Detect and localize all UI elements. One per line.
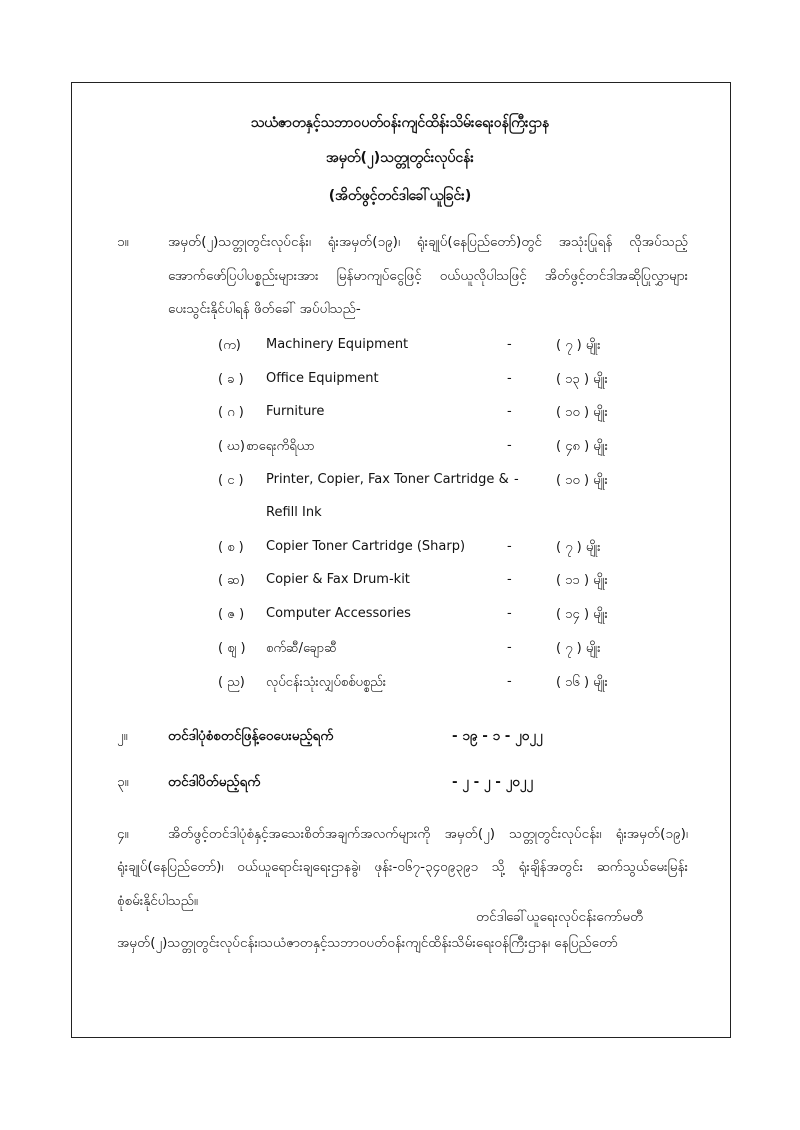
section-4-number: ၄။ <box>117 826 129 842</box>
item-count: ( ၇ ) မျိုး <box>556 641 601 656</box>
committee-address: အမှတ်(၂)သတ္တုတွင်းလုပ်ငန်း၊သယံဇာတနှင့်သဘာဝပတ်ဝန်းကျင်ထိန်းသိမ်းရေးဝန်ကြီးဌာန၊ နေပြည်တော် <box>117 935 618 951</box>
item-label: ( ဈ ) <box>218 641 246 656</box>
item-count: ( ၁၀ ) မျိုး <box>556 405 608 420</box>
item-name: Machinery Equipment <box>266 337 409 352</box>
item-dash: - <box>507 371 512 386</box>
item-name: စက်ဆီ/ချောဆီ <box>266 641 337 656</box>
item-name: Printer, Copier, Fax Toner Cartridge & <box>266 472 509 487</box>
item-label: ( စ ) <box>218 540 244 555</box>
item-count: ( ၁၀ ) မျိုး <box>556 473 608 488</box>
closing-date-value: - ၂ - ၂ - ၂၀၂၂ <box>452 774 534 790</box>
item-dash: - <box>514 472 519 487</box>
item-label: (က) <box>218 338 241 353</box>
item-dash: - <box>507 606 512 621</box>
section-1-line-1: အမှတ်(၂)သတ္တုတွင်းလုပ်ငန်း၊ ရုံးအမှတ်(၁၉)၊ ရုံးချုပ်(နေပြည်တော်)တွင် အသုံးပြုရန် လိုအပ်သည့် <box>168 234 688 250</box>
section-4-line-3: စုံစမ်းနိုင်ပါသည်။ <box>117 893 199 909</box>
ministry-title: သယံဇာတနှင့်သဘာဝပတ်ဝန်းကျင်ထိန်းသိမ်းရေးဝန်ကြီးဌာန <box>250 115 550 131</box>
item-name: Computer Accessories <box>266 606 411 621</box>
item-count: ( ၁၃ ) မျိုး <box>556 372 608 387</box>
item-dash: - <box>507 539 512 554</box>
item-name: Furniture <box>266 404 325 419</box>
item-count: ( ၇ ) မျိုး <box>556 338 601 353</box>
item-label: ( ဇ ) <box>218 607 245 622</box>
item-count: ( ၇ ) မျိုး <box>556 540 601 555</box>
section-1-number: ၁။ <box>117 234 129 250</box>
section-3-number: ၃။ <box>117 774 129 790</box>
distribution-date-value: - ၁၉ - ၁ - ၂၀၂၂ <box>452 728 543 744</box>
item-dash: - <box>507 674 512 689</box>
item-dash: - <box>507 337 512 352</box>
item-dash: - <box>507 572 512 587</box>
item-dash: - <box>507 640 512 655</box>
item-label: ( ည) <box>218 675 245 690</box>
item-label: ( ဂ ) <box>218 405 244 420</box>
item-dash: - <box>507 404 512 419</box>
item-name: လုပ်ငန်းသုံးလျှပ်စစ်ပစ္စည်း <box>266 675 387 690</box>
item-count: ( ၁၁ ) မျိုး <box>556 573 608 588</box>
item-label: ( င ) <box>218 473 244 488</box>
item-label: ( ခ ) <box>218 372 244 387</box>
item-count: ( ၁၄ ) မျိုး <box>556 607 608 622</box>
enterprise-title: အမှတ်(၂)သတ္တုတွင်းလုပ်ငန်း <box>326 150 474 166</box>
item-count: ( ၁၆ ) မျိုး <box>556 675 608 690</box>
item-count: ( ၄၈ ) မျိုး <box>556 439 608 454</box>
section-4-line-1: အိတ်ဖွင့်တင်ဒါပုံစံနှင့်အသေးစိတ်အချက်အလက်များကို အမှတ်(၂) သတ္တုတွင်းလုပ်ငန်း၊ ရုံးအမှတ်(၁၉)၊ <box>168 826 688 842</box>
tender-heading: (အိတ်ဖွင့်တင်ဒါခေါ်ယူခြင်း) <box>328 188 472 204</box>
section-1-line-2: အောက်ဖော်ပြပါပစ္စည်းများအား မြန်မာကျပ်ငွေဖြင့် ဝယ်ယူလိုပါသဖြင့် အိတ်ဖွင့်တင်ဒါအဆိုပြုလွှာများ <box>168 268 688 284</box>
item-label: ( ဃ) <box>218 439 245 454</box>
item-dash: - <box>507 438 512 453</box>
item-name: Copier & Fax Drum-kit <box>266 572 410 587</box>
distribution-date-label: တင်ဒါပုံစံစတင်ဖြန့်ဝေပေးမည့်ရက် <box>168 728 334 744</box>
item-name: Copier Toner Cartridge (Sharp) <box>266 539 466 554</box>
committee-name: တင်ဒါခေါ်ယူရေးလုပ်ငန်းကော်မတီ <box>476 909 644 925</box>
section-1-line-3: ပေးသွင်းနိုင်ပါရန် ဖိတ်ခေါ် အပ်ပါသည်- <box>168 301 361 317</box>
item-name-continuation: Refill Ink <box>266 505 322 520</box>
item-name: စာရေးကိရိယာ <box>246 439 315 454</box>
section-2-number: ၂။ <box>117 728 128 744</box>
section-4-line-2: ရုံးချုပ်(နေပြည်တော်)၊ ဝယ်ယူရောင်းချရေးဌာနခွဲ၊ ဖုန်း-၀၆၇-၃၄၀၉၃၉၁ သို့ ရုံးချိန်အတွင်း ဆက်သွယ်မေးမြန်း <box>117 859 688 875</box>
item-label: ( ဆ) <box>218 573 245 588</box>
item-name: Office Equipment <box>266 371 379 386</box>
closing-date-label: တင်ဒါပိတ်မည့်ရက် <box>168 774 261 790</box>
